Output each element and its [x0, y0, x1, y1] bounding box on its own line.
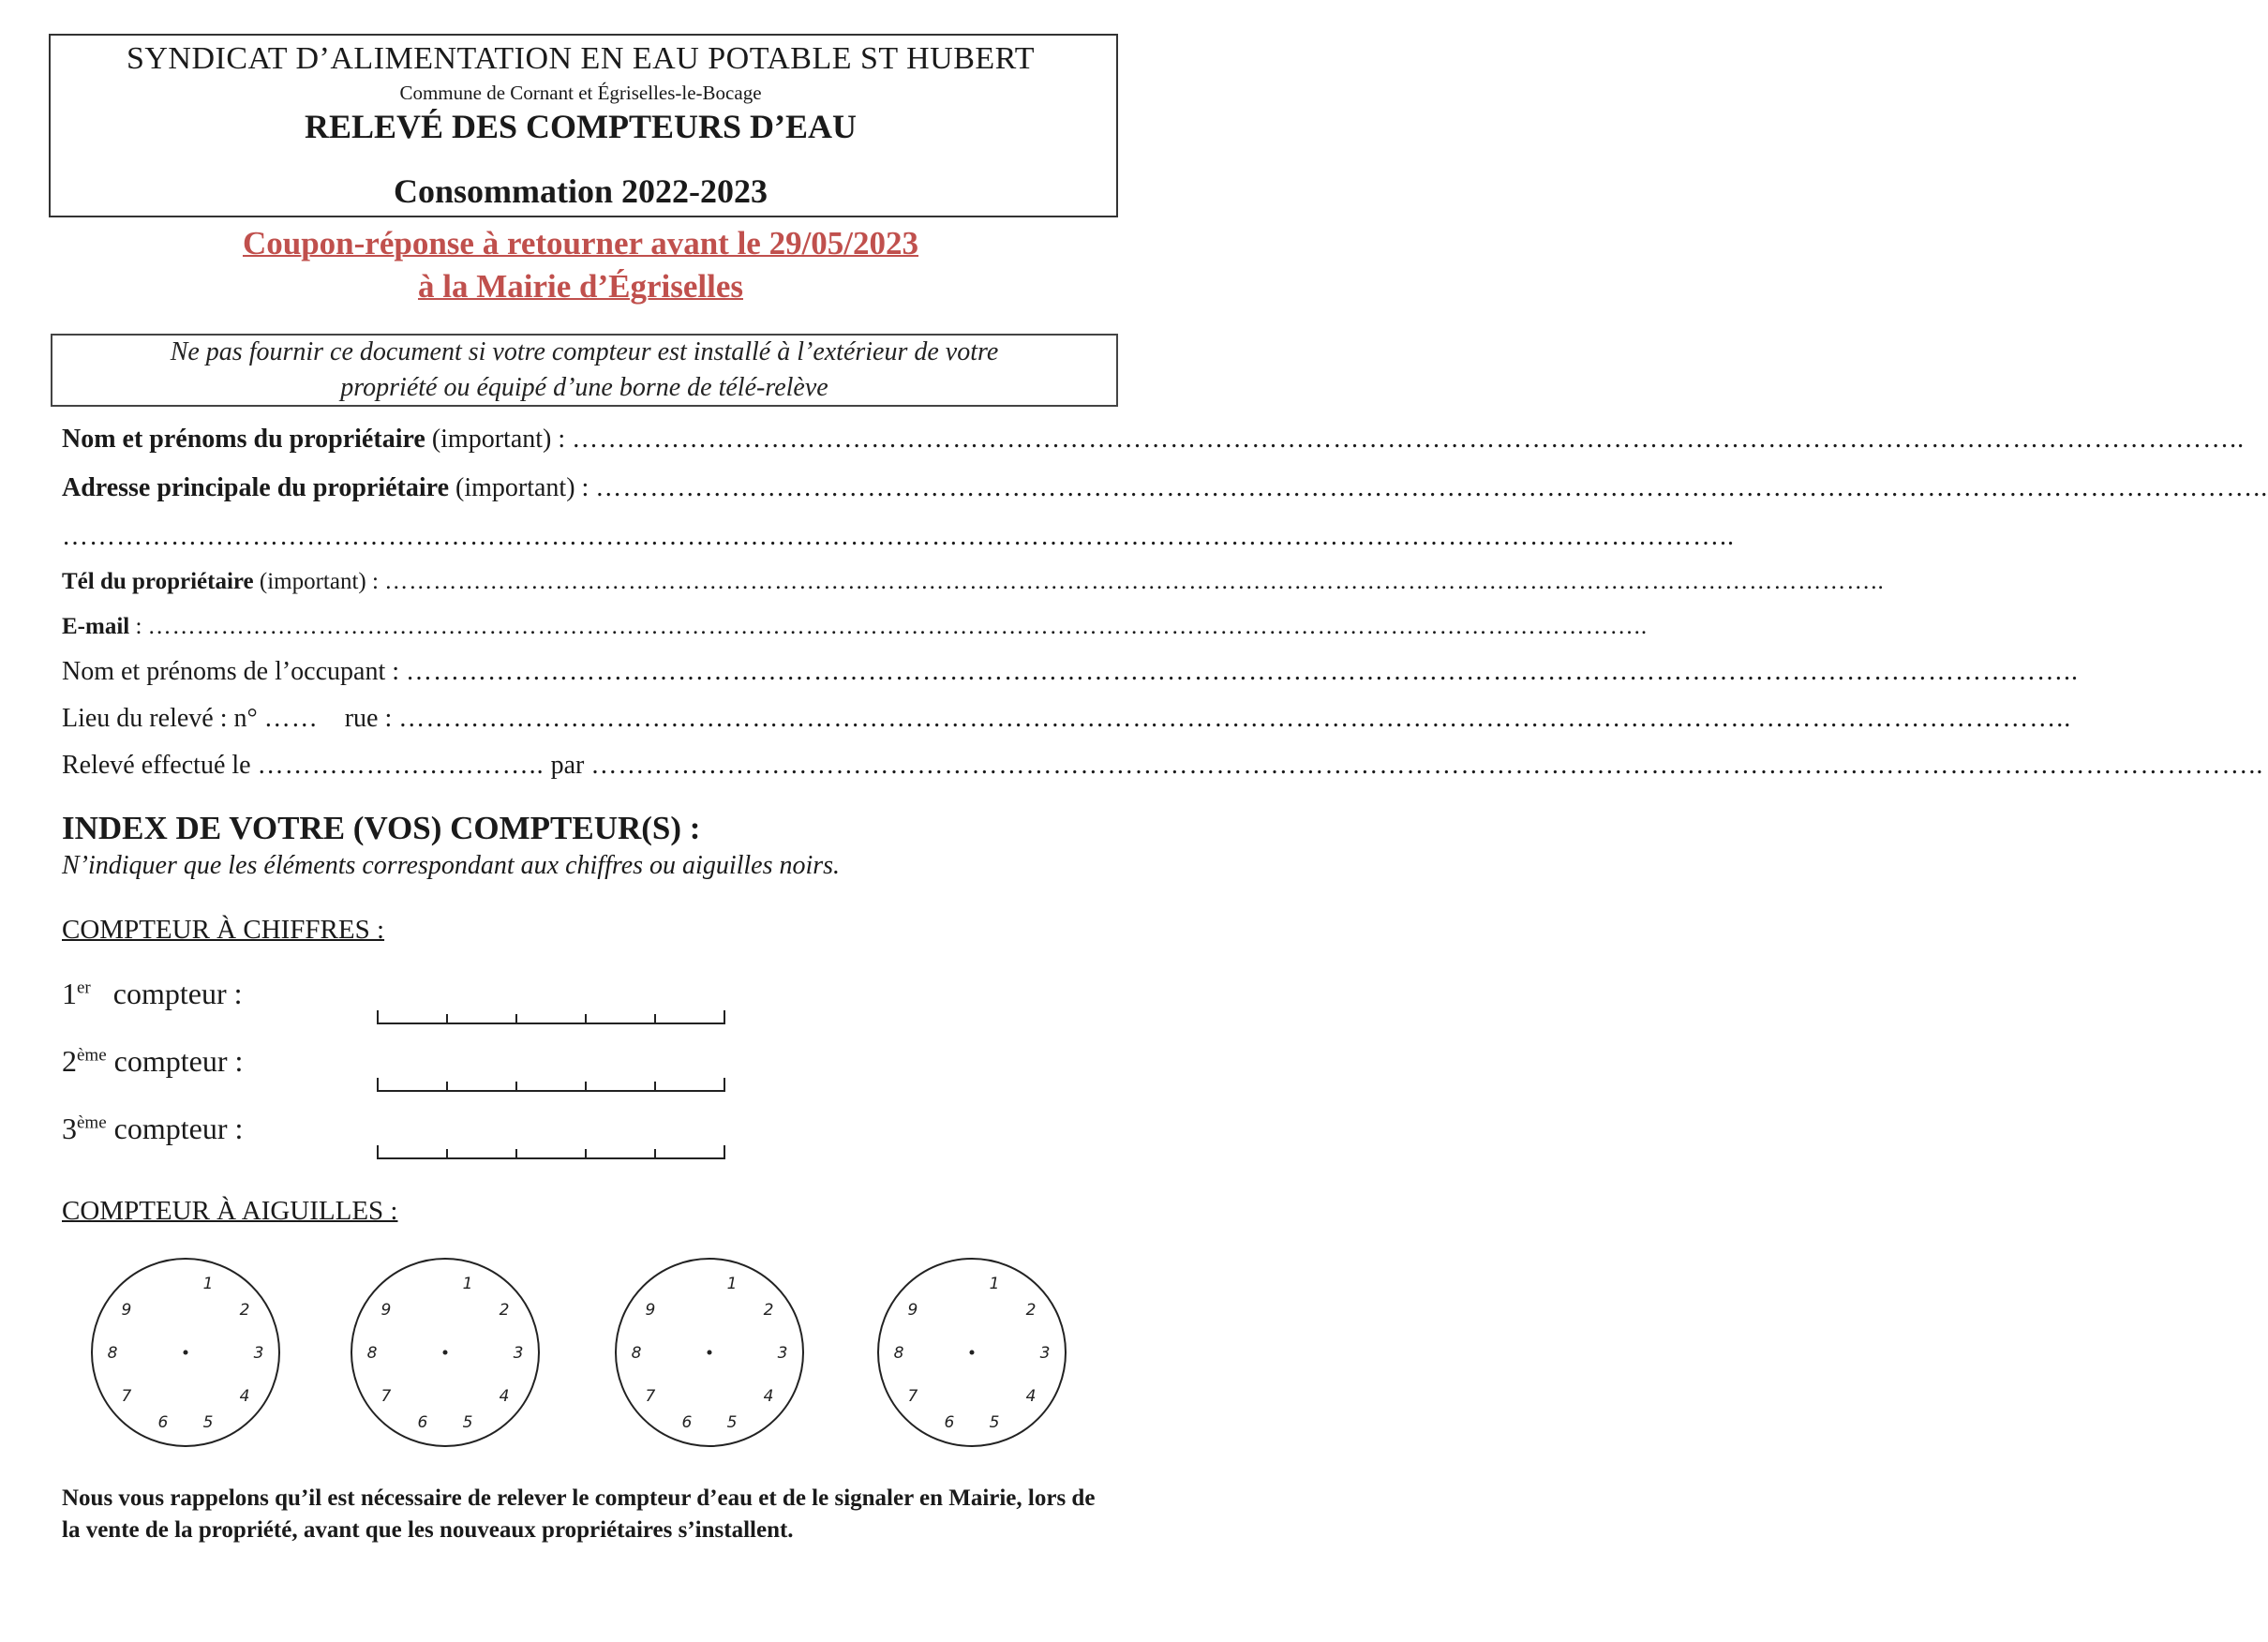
counter-2-digit-boxes [377, 1076, 725, 1093]
email-qualifier: : [129, 614, 148, 639]
dial-number: 5 [726, 1413, 738, 1433]
counter-1-number: 1 [62, 977, 77, 1010]
sale-reminder: Nous vous rappelons qu’il est nécessaire de relever le compteur d’eau et de le signaler en Mairie, lors de la vente de la propriété, avant que les nouveaux propriétaires s’installent. [62, 1485, 1096, 1543]
owner-name-label: Nom et prénoms du propriétaire [62, 425, 425, 454]
dial-number: 2 [239, 1301, 250, 1321]
counter-2-label [62, 1044, 243, 1079]
location-number-dots: …… [263, 704, 319, 733]
note-line-2: propriété ou équipé d’une borne de télé-relève [340, 373, 828, 402]
dial-number: 6 [157, 1413, 169, 1433]
occupant-dots: ………………………………………………………………………………………………………………………………………………………………….. [406, 657, 2080, 686]
dial-number: 5 [202, 1413, 214, 1433]
needle-dial-4[interactable] [878, 1259, 1066, 1446]
dial-number: 8 [631, 1344, 642, 1363]
owner-phone-field[interactable] [62, 566, 1885, 598]
index-note: N’indiquer que les éléments correspondant aux chiffres ou aiguilles noirs. [62, 851, 841, 880]
dial-number: 3 [513, 1344, 524, 1363]
dial-number: 4 [1025, 1386, 1037, 1406]
dial-number: 5 [989, 1413, 1000, 1433]
dial-number: 6 [417, 1413, 428, 1433]
dial-number: 9 [380, 1301, 392, 1321]
location-label: Lieu du relevé : n° [62, 704, 264, 733]
owner-phone-label: Tél du propriétaire [62, 569, 254, 594]
owner-phone-qualifier: (important) : [253, 569, 385, 594]
reading-date-label: Relevé effectué le [62, 751, 258, 780]
counter-2-text: compteur : [106, 1044, 244, 1078]
dial-number: 7 [121, 1386, 132, 1406]
counter-1-label [62, 977, 243, 1011]
dial-number: 1 [726, 1274, 738, 1293]
owner-name-field[interactable] [62, 424, 2246, 455]
organization-name: SYNDICAT D’ALIMENTATION EN EAU POTABLE ST HUBERT [126, 41, 1036, 76]
commune-name: Commune de Cornant et Égriselles-le-Bocage [399, 82, 762, 104]
counter-2-number: 2 [62, 1044, 77, 1078]
needle-dial-3[interactable] [616, 1259, 803, 1446]
dial-number: 1 [989, 1274, 1000, 1293]
counter-3-text: compteur : [106, 1112, 244, 1145]
email-label: E-mail [62, 614, 130, 639]
reading-date-field[interactable] [62, 750, 2264, 782]
dial-number: 9 [645, 1301, 656, 1321]
dial-center [708, 1351, 712, 1355]
counter-3-digit-input[interactable] [377, 1143, 725, 1160]
needle-dial-2[interactable] [351, 1259, 539, 1446]
counter-3-suffix: ème [77, 1112, 107, 1133]
dial-number: 5 [462, 1413, 473, 1433]
counter-2-digit-input[interactable] [377, 1076, 725, 1093]
reading-by-dots: ………………………………………………………………………………………………………………………………………………………………….. [590, 751, 2264, 780]
dial-number: 4 [763, 1386, 774, 1406]
owner-phone-dots: ………………………………………………………………………………………………………………………………………………………………….. [384, 569, 1885, 594]
needle-counter-section-title: COMPTEUR À AIGUILLES : [62, 1196, 398, 1226]
location-street-dots: ………………………………………………………………………………………………………………………………………………………………….. [398, 704, 2072, 733]
dial-number: 8 [107, 1344, 118, 1363]
dial-number: 2 [1025, 1301, 1037, 1321]
coupon-deadline: Coupon-réponse à retourner avant le 29/05/2023 [242, 225, 919, 261]
dial-number: 9 [121, 1301, 132, 1321]
reading-by-label: par [544, 751, 591, 780]
dial-number: 3 [1039, 1344, 1051, 1363]
occupant-label: Nom et prénoms de l’occupant : [62, 657, 407, 686]
dial-number: 4 [239, 1386, 250, 1406]
address-continuation-dots: ………………………………………………………………………………………………………………………………………………………………….. [62, 522, 1735, 551]
counter-1-digit-input[interactable] [377, 1008, 725, 1025]
dial-number: 7 [645, 1386, 656, 1406]
dial-center [970, 1351, 975, 1355]
reading-date-dots: ………………………….. [257, 751, 545, 780]
dial-number: 8 [366, 1344, 378, 1363]
counter-3-label [62, 1112, 243, 1146]
reading-location-field[interactable] [62, 703, 2072, 735]
owner-address-dots: ………………………………………………………………………………………………………………………………………………………………….. [595, 473, 2268, 502]
counter-1-text: compteur : [90, 977, 243, 1010]
note-line-1: Ne pas fournir ce document si votre compteur est installé à l’extérieur de votre [170, 337, 999, 366]
dial-center [443, 1351, 448, 1355]
document-title: RELEVÉ DES COMPTEURS D’EAU [304, 108, 858, 145]
digit-counter-section-title: COMPTEUR À CHIFFRES : [62, 915, 385, 945]
counter-3-digit-boxes [377, 1143, 725, 1160]
counter-3-number: 3 [62, 1112, 77, 1145]
dial-number: 1 [462, 1274, 473, 1293]
dial-number: 2 [499, 1301, 510, 1321]
dial-number: 3 [777, 1344, 788, 1363]
index-title: INDEX DE VOTRE (VOS) COMPTEUR(S) : [62, 810, 701, 846]
counter-1-digit-boxes [377, 1008, 725, 1025]
needle-dials-drawing[interactable] [75, 1254, 1087, 1451]
owner-name-qualifier: (important) : [425, 425, 573, 454]
dial-number: 9 [907, 1301, 918, 1321]
dial-number: 7 [907, 1386, 918, 1406]
owner-name-dots: ………………………………………………………………………………………………………………………………………………………………….. [572, 425, 2246, 454]
owner-address-continuation[interactable] [62, 521, 1735, 553]
occupant-name-field[interactable] [62, 656, 2080, 688]
email-field[interactable] [62, 611, 1649, 643]
coupon-return-place: à la Mairie d’Égriselles [417, 268, 743, 305]
dial-number: 6 [681, 1413, 693, 1433]
needle-dials [75, 1254, 1087, 1451]
owner-address-field[interactable] [62, 472, 2268, 504]
counter-2-suffix: ème [77, 1045, 107, 1066]
owner-address-qualifier: (important) : [449, 473, 596, 502]
counter-1-suffix: er [77, 978, 91, 998]
consumption-period: Consommation 2022-2023 [393, 172, 768, 210]
dial-number: 6 [944, 1413, 955, 1433]
dial-number: 2 [763, 1301, 774, 1321]
dial-number: 4 [499, 1386, 510, 1406]
needle-dial-1[interactable] [92, 1259, 279, 1446]
owner-address-label: Adresse principale du propriétaire [62, 473, 449, 502]
dial-number: 8 [893, 1344, 904, 1363]
email-dots: ………………………………………………………………………………………………………………………………………………………………….. [147, 614, 1649, 639]
dial-number: 3 [253, 1344, 264, 1363]
location-street-label: rue : [318, 704, 399, 733]
dial-number: 7 [380, 1386, 392, 1406]
dial-center [184, 1351, 188, 1355]
dial-number: 1 [202, 1274, 214, 1293]
